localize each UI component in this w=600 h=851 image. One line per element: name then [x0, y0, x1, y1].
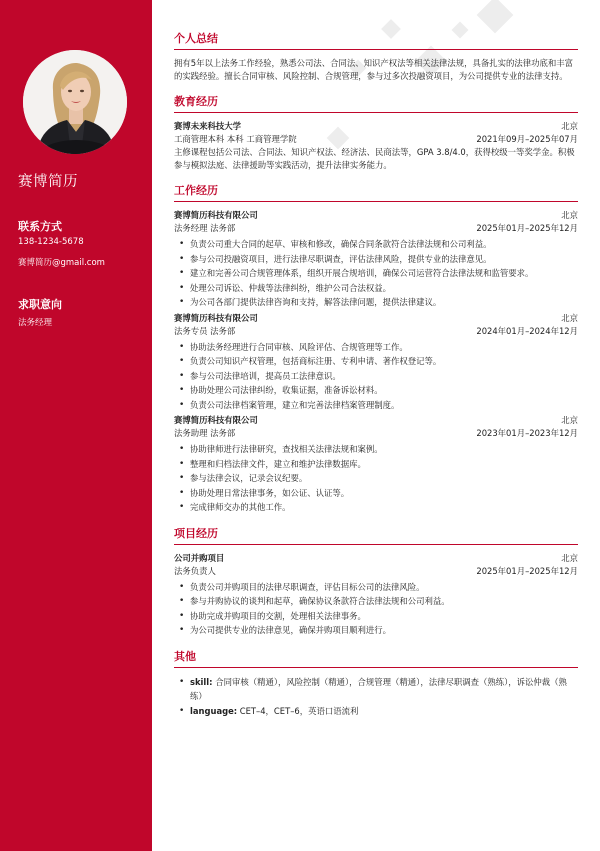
summary-section: [174, 30, 578, 83]
job-role: 法务专员 法务部: [174, 325, 236, 336]
projects-section: [174, 525, 578, 638]
list-item: • 协助律师进行法律研究，查找相关法律法规和案例。: [174, 442, 578, 457]
list-item: • 处理公司诉讼、仲裁等法律纠纷，维护公司合法权益。: [174, 281, 578, 296]
sidebar: [0, 0, 152, 851]
work-heading: 工作经历: [174, 182, 578, 202]
education-subheader: [174, 133, 578, 146]
job-entry: [174, 209, 578, 310]
project-header: [174, 552, 578, 565]
list-item: • 协助法务经理进行合同审核、风险评估、合规管理等工作。: [174, 340, 578, 355]
job-location: 北京: [561, 210, 578, 220]
job-dates: 2025年01月–2025年12月: [476, 223, 578, 233]
project-bullets: [174, 580, 578, 638]
other-heading: 其他: [174, 648, 578, 668]
list-item: • 整理和归档法律文件，建立和维护法律数据库。: [174, 457, 578, 472]
project-location: 北京: [561, 552, 578, 563]
projects-heading: 项目经历: [174, 525, 578, 545]
list-item: • 负责公司并购项目的法律尽职调查，评估目标公司的法律风险。: [174, 580, 578, 595]
other-section: [174, 648, 578, 719]
education-details: 主修课程包括公司法、合同法、知识产权法、经济法、民商法等，GPA 3.8/4.0，获得校级一等奖学金。积极参与模拟法庭、法律援助等实践活动，提升法律实务能力。: [174, 147, 575, 170]
decorative-diamond: [477, 0, 514, 33]
list-item: • 为公司提供专业的法律意见，确保并购项目顺利进行。: [174, 623, 578, 638]
job-header: [174, 414, 578, 427]
list-item: • 负责公司法律档案管理，建立和完善法律档案管理制度。: [174, 398, 578, 413]
skill-key: skill:: [190, 676, 213, 687]
other-bullets: [174, 675, 578, 719]
project-subheader: [174, 565, 578, 578]
job-bullets: [174, 340, 578, 413]
job-location: 北京: [561, 415, 578, 425]
list-item: • 协助完成并购项目的交割，处理相关法律事务。: [174, 609, 578, 624]
job-dates: 2023年01月–2023年12月: [476, 428, 578, 438]
objective-position: 法务经理: [18, 318, 53, 328]
job-header: [174, 209, 578, 222]
contact-phone: 138-1234-5678: [18, 237, 84, 247]
list-item: • 参与法律会议，记录会议纪要。: [174, 471, 578, 486]
education-heading: 教育经历: [174, 93, 578, 113]
job-subheader: [174, 325, 578, 338]
list-item: • 参与公司投融资项目，进行法律尽职调查，评估法律风险，提供专业的法律意见。: [174, 252, 578, 267]
job-entry: [174, 312, 578, 413]
project-role: 法务负责人: [174, 565, 216, 576]
work-section: [174, 182, 578, 515]
list-item: • 负责公司知识产权管理，包括商标注册、专利申请、著作权登记等。: [174, 354, 578, 369]
job-entry: [174, 414, 578, 515]
school-name: 赛博未来科技大学: [174, 121, 241, 131]
avatar-portrait: [23, 50, 127, 154]
education-dates: 2021年09月–2025年07月: [476, 134, 578, 144]
project-name: 公司并购项目: [174, 552, 225, 563]
degree: 工商管理本科 本科 工商管理学院: [174, 134, 297, 144]
company-name: 赛博简历科技有限公司: [174, 210, 258, 220]
job-dates: 2024年01月–2024年12月: [476, 325, 578, 336]
main-content: [152, 0, 600, 851]
job-header: [174, 312, 578, 325]
company-name: 赛博简历科技有限公司: [174, 312, 258, 323]
contact-heading: 联系方式: [18, 220, 62, 233]
list-item: • 负责公司重大合同的起草、审核和修改，确保合同条款符合法律法规和公司利益。: [174, 237, 578, 252]
school-location: 北京: [561, 121, 578, 131]
job-bullets: [174, 237, 578, 310]
language-value: CET–4，CET–6，英语口语流利: [237, 705, 359, 716]
job-role: 法务经理 法务部: [174, 223, 236, 233]
language-item: [174, 704, 578, 719]
contact-email: 赛博简历@gmail.com: [18, 258, 105, 268]
list-item: • 建立和完善公司合规管理体系，组织开展合规培训，确保公司运营符合法律法规和监管要求。: [174, 266, 578, 281]
list-item: • 完成律师交办的其他工作。: [174, 500, 578, 515]
skill-value: 合同审核（精通），风险控制（精通），合规管理（精通），法律尽职调查（熟练），诉讼仲裁（熟练）: [190, 676, 567, 701]
job-subheader: [174, 222, 578, 235]
language-key: language:: [190, 705, 238, 716]
project-dates: 2025年01月–2025年12月: [476, 565, 578, 576]
job-bullets: [174, 442, 578, 515]
resume-title: 赛博简历: [18, 174, 78, 190]
skill-item: [174, 675, 578, 704]
education-header: [174, 120, 578, 133]
company-name: 赛博简历科技有限公司: [174, 415, 258, 425]
list-item: • 协助处理公司法律纠纷，收集证据，准备诉讼材料。: [174, 383, 578, 398]
list-item: • 参与公司法律培训，提高员工法律意识。: [174, 369, 578, 384]
profile-photo: [23, 50, 127, 154]
education-section: [174, 93, 578, 172]
project-entry: [174, 552, 578, 638]
job-subheader: [174, 427, 578, 440]
job-role: 法务助理 法务部: [174, 428, 236, 438]
list-item: • 参与并购协议的谈判和起草，确保协议条款符合法律法规和公司利益。: [174, 594, 578, 609]
objective-heading: 求职意向: [18, 298, 62, 311]
list-item: • 协助处理日常法律事务，如公证、认证等。: [174, 486, 578, 501]
list-item: • 为公司各部门提供法律咨询和支持，解答法律问题，提供法律建议。: [174, 295, 578, 310]
summary-text: 拥有5年以上法务工作经验，熟悉公司法、合同法、知识产权法等相关法律法规，具备扎实的法律功底和丰富的实践经验。擅长合同审核、风险控制、合规管理，参与过多次投融资项目，为公司提供专业的法律支持。: [174, 58, 573, 81]
summary-heading: 个人总结: [174, 30, 578, 50]
job-location: 北京: [561, 312, 578, 323]
